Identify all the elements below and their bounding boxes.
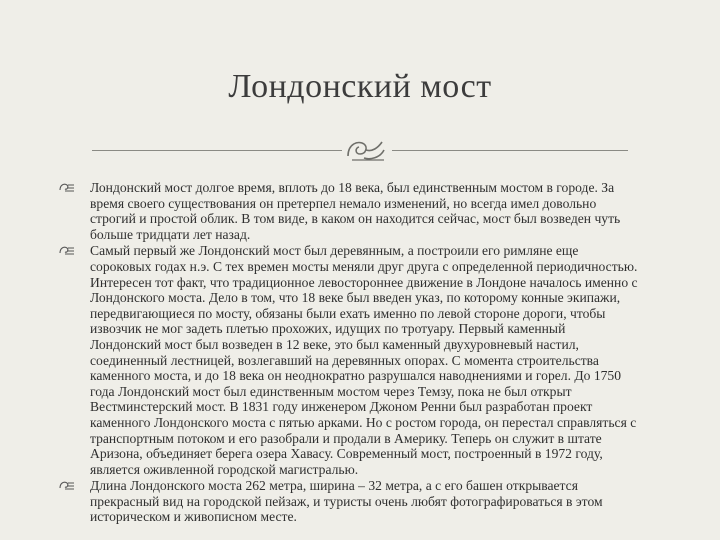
bullet-item [58,478,638,525]
scroll-ornament-icon [344,136,388,164]
scroll-bullet-icon [58,480,76,492]
bullet-text: Длина Лондонского моста 262 метра, ширина – 32 метра, а с его башен открывается прекрасный вид на городской пейзаж, и туристы очень любят фотографироваться в этом историческом и живописном месте. [90,478,603,525]
bullet-item [58,180,638,242]
title-divider-left [92,150,342,151]
bullet-text: Самый первый же Лондонский мост был деревянным, а построили его римляне еще сороковых годах н.э. С тех времен мосты меняли друг друга с определенной периодичностью. Интересен тот факт, что традиционное левостороннее движение в Лондоне началось именно с Лондонского моста. Дело в том, что 18 веке был введен указ, по которому конные экипажи, передвигающиеся по мосту, обязаны были ехать именно по левой стороне дороги, чтобы извозчик не мог задеть плетью прохожих, идущих по тротуару. Первый каменный Лондонский мост был возведен в 12 веке, это был каменный двухуровневый настил, соединенный лестницей, возлегавший на деревянных опорах. С момента строительства каменного моста, и до 18 века он неоднократно разрушался наводнениями и горел. До 1750 года Лондонский мост был единственным мостом через Темзу, пока не был открыт Вестминстерский мост. В 1831 году инженером Джоном Ренни был разработан проект каменного Лондонского моста с пятью арками. Но с ростом города, он перестал справляться с транспортным потоком и его разобрали и продали в Америку. Теперь он служит в штате Аризона, объединяет берега озера Хавасу. Современный мост, построенный в 1972 году, является оживленной городской магистралью. [90,243,638,477]
bullet-item [58,243,638,477]
scroll-bullet-icon [58,182,76,194]
title-divider-right [392,150,628,151]
slide-title: Лондонский мост [228,68,492,105]
scroll-bullet-icon [58,245,76,257]
bullet-text: Лондонский мост долгое время, вплоть до 18 века, был единственным мостом в городе. За время своего существования он претерпел немало изменений, но всегда имел довольно строгий и простой облик. В том виде, в каком он находится сейчас, мост был возведен чуть больше тридцати лет назад. [90,180,621,242]
bullet-list [58,180,638,526]
